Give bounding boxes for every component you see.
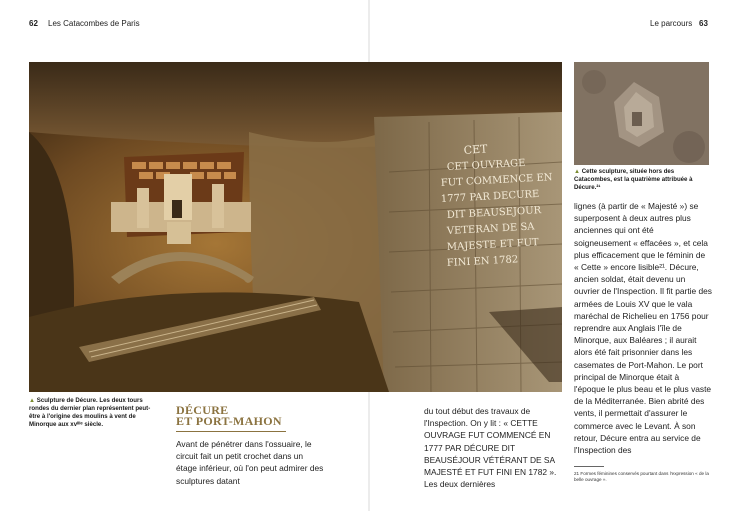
catacomb-sculpture-photo: [29, 62, 562, 392]
caption-arrow-icon: ▲: [574, 168, 581, 175]
right-running-title: Le parcours: [650, 19, 693, 28]
body-column-1: Avant de pénétrer dans l'ossuaire, le circuit fait un petit crochet dans un étage inférieur, où l'on peut admirer des sculptures datant: [176, 439, 324, 486]
svg-text:CET: CET: [463, 142, 488, 157]
body-column-2: du tout début des travaux de l'Inspection. On y lit : « CETTE OUVRAGE FUT COMMENCÉ EN 1777 PAR DÉCURE DIT BEAUSÉJOUR VÉTÉRANT DE SA MAJESTÉ ET FUT FINI EN 1782 ». Les deux dernières: [424, 406, 557, 490]
left-page-number: 62: [29, 19, 38, 28]
left-running-title: Les Catacombes de Paris: [48, 19, 140, 28]
caption-arrow-icon: ▲: [29, 397, 36, 404]
footnote: 21 Formes féminines conservés pourtant dans l'expression « de la belle ouvrage ».: [574, 471, 709, 482]
svg-text:CET OUVRAGE: CET OUVRAGE: [446, 157, 526, 173]
section-title: DÉCURE ET PORT-MAHON: [176, 403, 282, 428]
svg-text:MAJESTE ET FUT: MAJESTE ET FUT: [446, 237, 539, 253]
right-page-number: 63: [699, 19, 708, 28]
svg-text:1777 PAR DECURE: 1777 PAR DECURE: [440, 188, 540, 205]
svg-text:FINI EN 1782: FINI EN 1782: [446, 254, 519, 269]
stone-sculpture-photo: [574, 62, 709, 165]
body-column-3: lignes (à partir de « Majesté ») se superposent à deux autres plus anciennes qui ont été soigneusement « effacées », et cela plus efficacement que le féminin de « Cette » encore lisible²¹. Décure, ancien soldat, était devenu un ouvrier de l'Inspection. Il fit partie des armées de Louis XV que le vala maréchal de Richelieu en 1756 pour reprendre aux Anglais l'île de Minorque, aux Baléares ; il aurait alors été fait prisonnier dans les casemates de Port-Mahon. Le port principal de Minorque était à l'époque le plus beau et le plus vaste de la Méditerranée. Bien abrité des vents, il permettait d'assurer le commerce avec le Levant. À son retour, Décure entra au service de l'Inspection des: [574, 201, 712, 456]
side-photo-caption: ▲ Cette sculpture, située hors des Catacombes, est la quatrième attribuée à Décure.²¹: [574, 168, 693, 191]
footnote-rule: [574, 466, 604, 467]
svg-text:FUT COMMENCE EN: FUT COMMENCE EN: [440, 172, 553, 189]
main-photo-caption: ▲ Sculpture de Décure. Les deux tours rondes du dernier plan représentent peut-être à l'origine des moulins à vent de Minorque aux xvᴵᴵᴵᵉ siècle.: [29, 397, 151, 428]
svg-text:DIT BEAUSEJOUR: DIT BEAUSEJOUR: [446, 205, 542, 221]
section-title-rule: [176, 431, 286, 432]
svg-text:VETERAN DE SA: VETERAN DE SA: [446, 221, 535, 237]
